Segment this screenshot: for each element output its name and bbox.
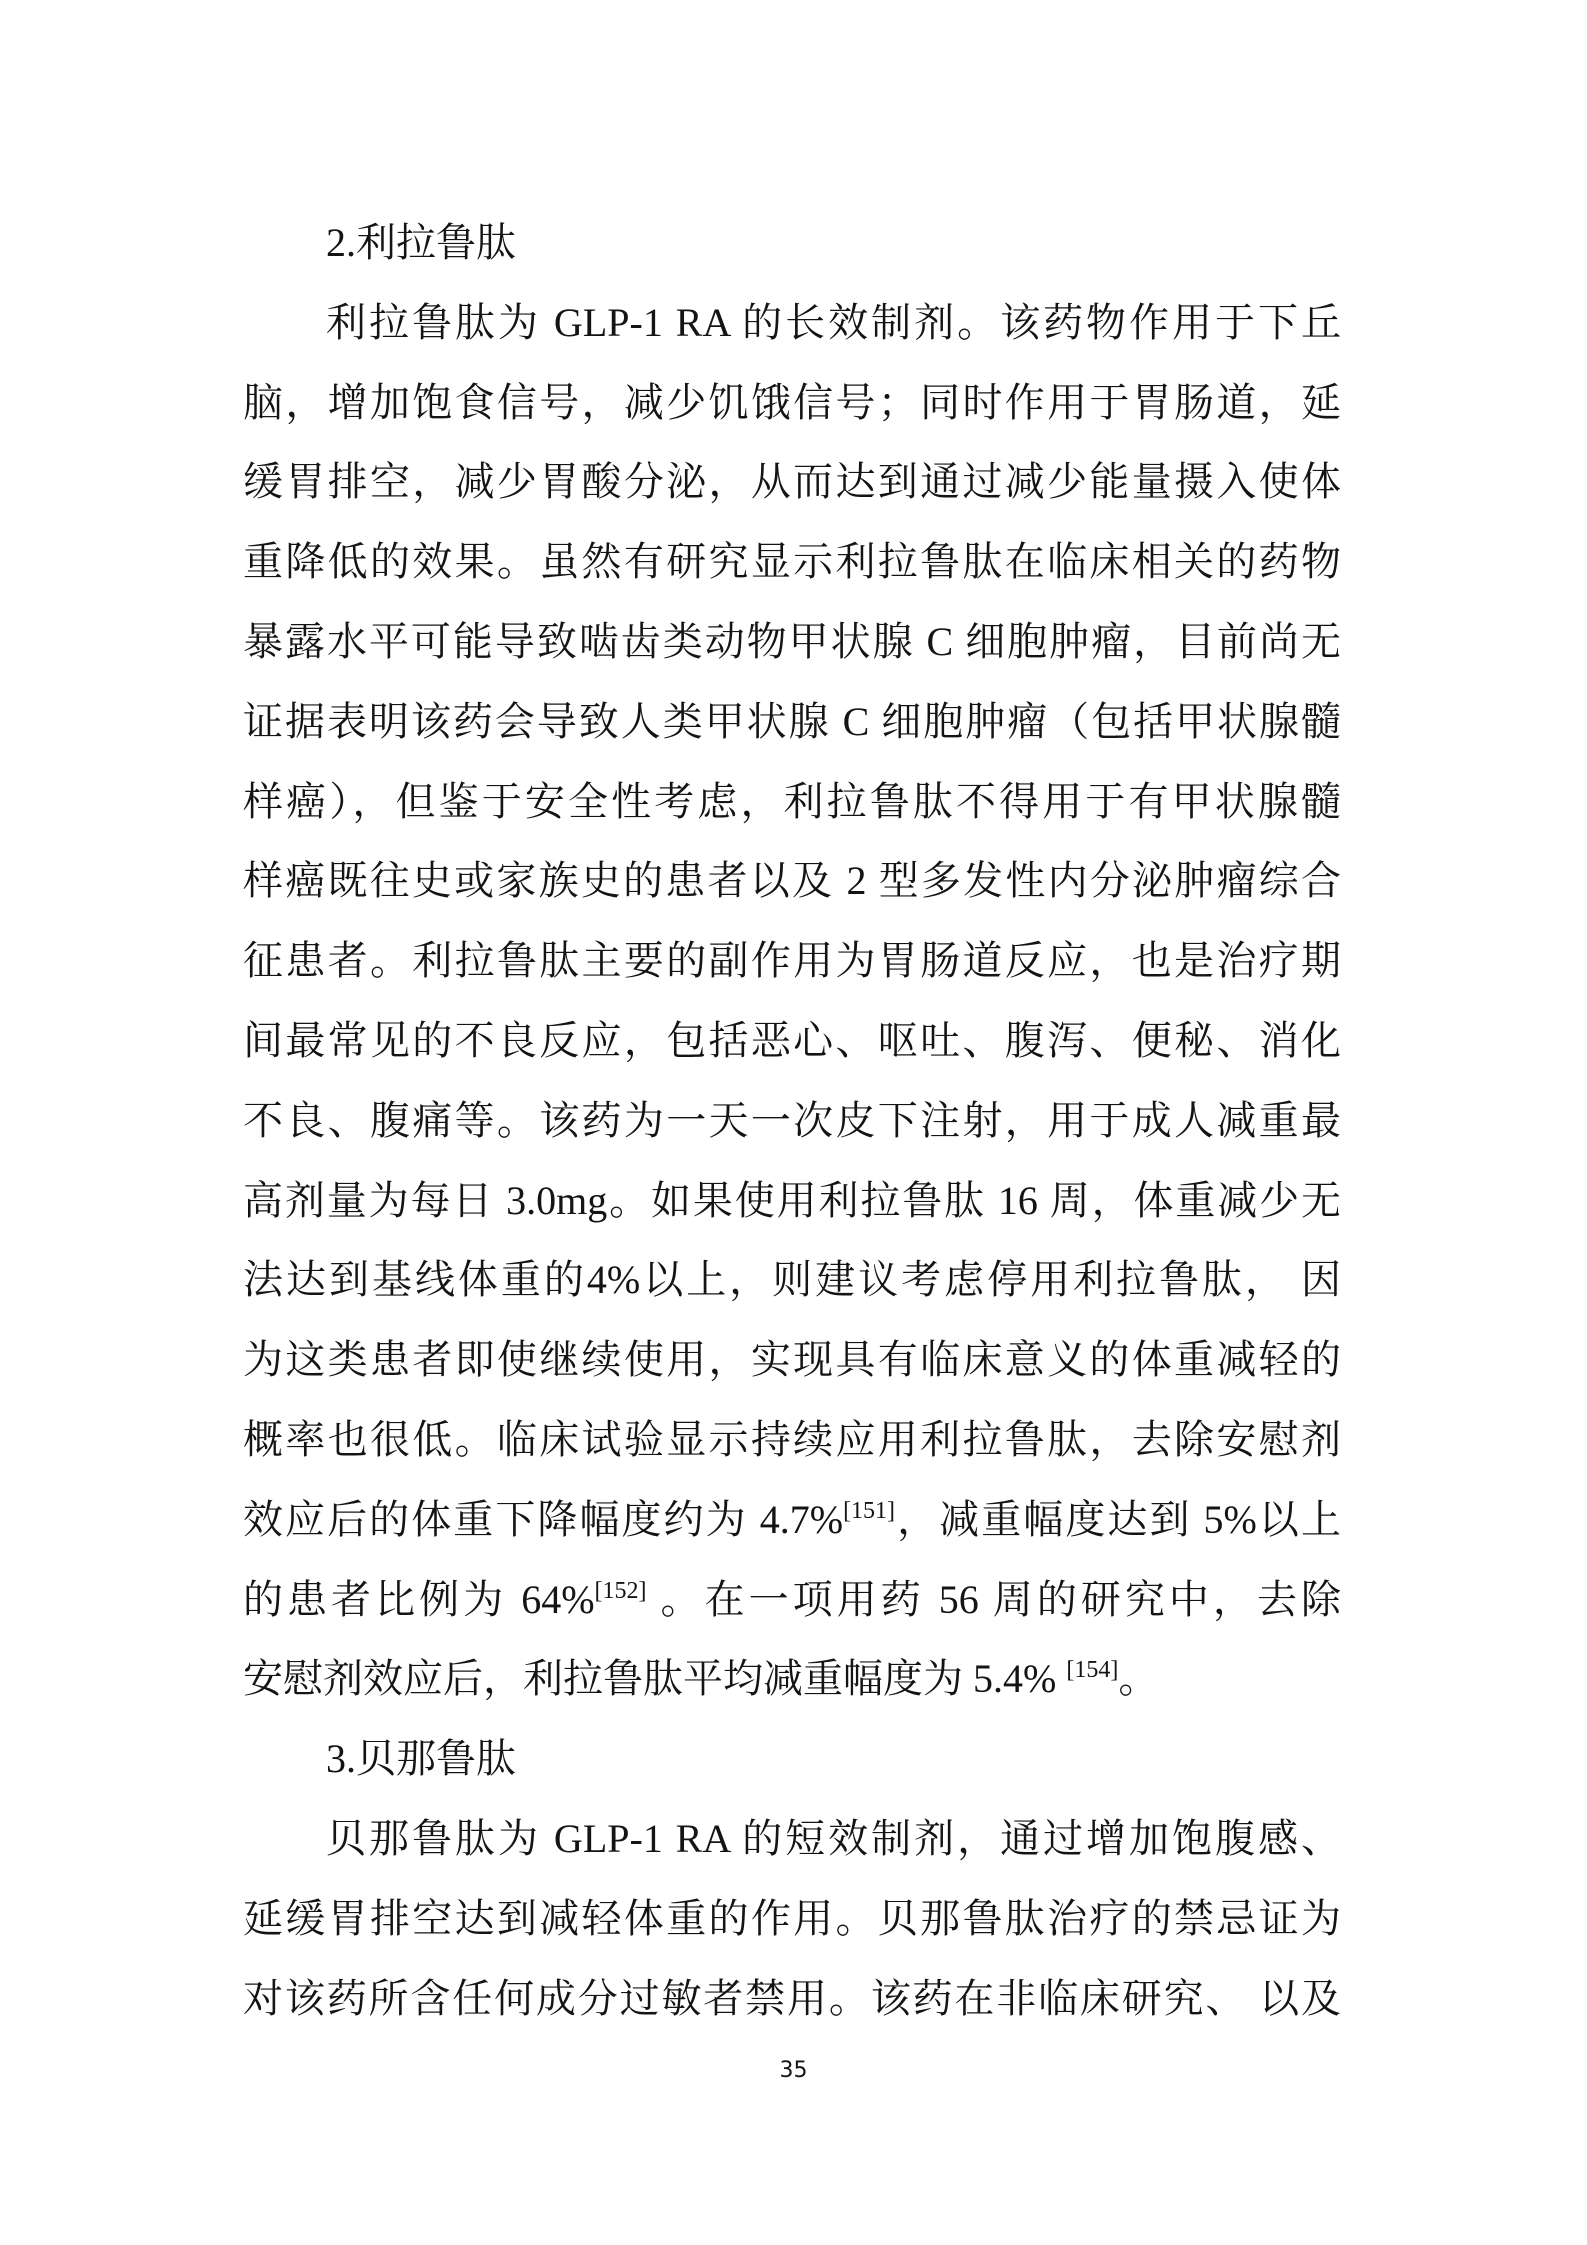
paragraph-line: 缓胃排空，减少胃酸分泌，从而达到通过减少能量摄入使体 — [243, 459, 1341, 505]
line-text: 效应后的体重下降幅度约为 4.7% — [243, 1496, 844, 1542]
line-text: 安慰剂效应后，利拉鲁肽平均减重幅度为 5.4% — [243, 1656, 1067, 1702]
paragraph-line: 证据表明该药会导致人类甲状腺 C 细胞肿瘤（包括甲状腺髓 — [243, 698, 1341, 744]
paragraph-line — [243, 1480, 1341, 1560]
paragraph-line: 征患者。利拉鲁肽主要的副作用为胃肠道反应，也是治疗期 — [243, 938, 1341, 984]
paragraph-line: 暴露水平可能导致啮齿类动物甲状腺 C 细胞肿瘤，目前尚无 — [243, 618, 1341, 664]
paragraph-line: 不良、腹痛等。该药为一天一次皮下注射，用于成人减重最 — [243, 1097, 1341, 1143]
citation-ref: [154] — [1066, 1657, 1119, 1684]
paragraph-line: 重降低的效果。虽然有研究显示利拉鲁肽在临床相关的药物 — [243, 539, 1341, 585]
paragraph-line: 贝那鲁肽为 GLP-1 RA 的短效制剂，通过增加饱腹感、 — [326, 1815, 1341, 1861]
section-heading: 2.利拉鲁肽 — [326, 220, 516, 265]
body-text — [243, 203, 1341, 2038]
line-text: 。在一项用药 56 周的研究中，去除 — [646, 1576, 1341, 1622]
paragraph-line: 延缓胃排空达到减轻体重的作用。贝那鲁肽治疗的禁忌证为 — [243, 1895, 1341, 1941]
paragraph-line: 脑，增加饱食信号，减少饥饿信号；同时作用于胃肠道，延 — [243, 379, 1341, 425]
paragraph-line — [243, 1639, 1341, 1719]
paragraph-line: 法达到基线体重的4%以上，则建议考虑停用利拉鲁肽， 因 — [243, 1257, 1341, 1303]
paragraph-line: 利拉鲁肽为 GLP-1 RA 的长效制剂。该药物作用于下丘 — [326, 299, 1341, 345]
paragraph-line: 样癌），但鉴于安全性考虑，利拉鲁肽不得用于有甲状腺髓 — [243, 778, 1341, 824]
line-text: ，减重幅度达到 5%以上 — [895, 1496, 1341, 1542]
paragraph-line: 对该药所含任何成分过敏者禁用。该药在非临床研究、 以及 — [243, 1975, 1341, 2021]
citation-ref: [152] — [594, 1577, 647, 1604]
section-heading: 3.贝那鲁肽 — [326, 1736, 516, 1782]
paragraph-line: 样癌既往史或家族史的患者以及 2 型多发性内分泌肿瘤综合 — [243, 858, 1341, 904]
paragraph-line — [243, 1560, 1341, 1640]
line-text: 的患者比例为 64% — [243, 1576, 595, 1622]
page-number: 35 — [779, 2058, 808, 2083]
paragraph-line: 为这类患者即使继续使用，实现具有临床意义的体重减轻的 — [243, 1337, 1341, 1383]
citation-ref: [151] — [843, 1497, 896, 1524]
line-text: 。 — [1118, 1656, 1159, 1702]
paragraph-line: 概率也很低。临床试验显示持续应用利拉鲁肽，去除安慰剂 — [243, 1416, 1341, 1462]
paragraph-line: 高剂量为每日 3.0mg。如果使用利拉鲁肽 16 周，体重减少无 — [243, 1177, 1341, 1223]
paragraph-line: 间最常见的不良反应，包括恶心、呕吐、腹泻、便秘、消化 — [243, 1017, 1341, 1063]
